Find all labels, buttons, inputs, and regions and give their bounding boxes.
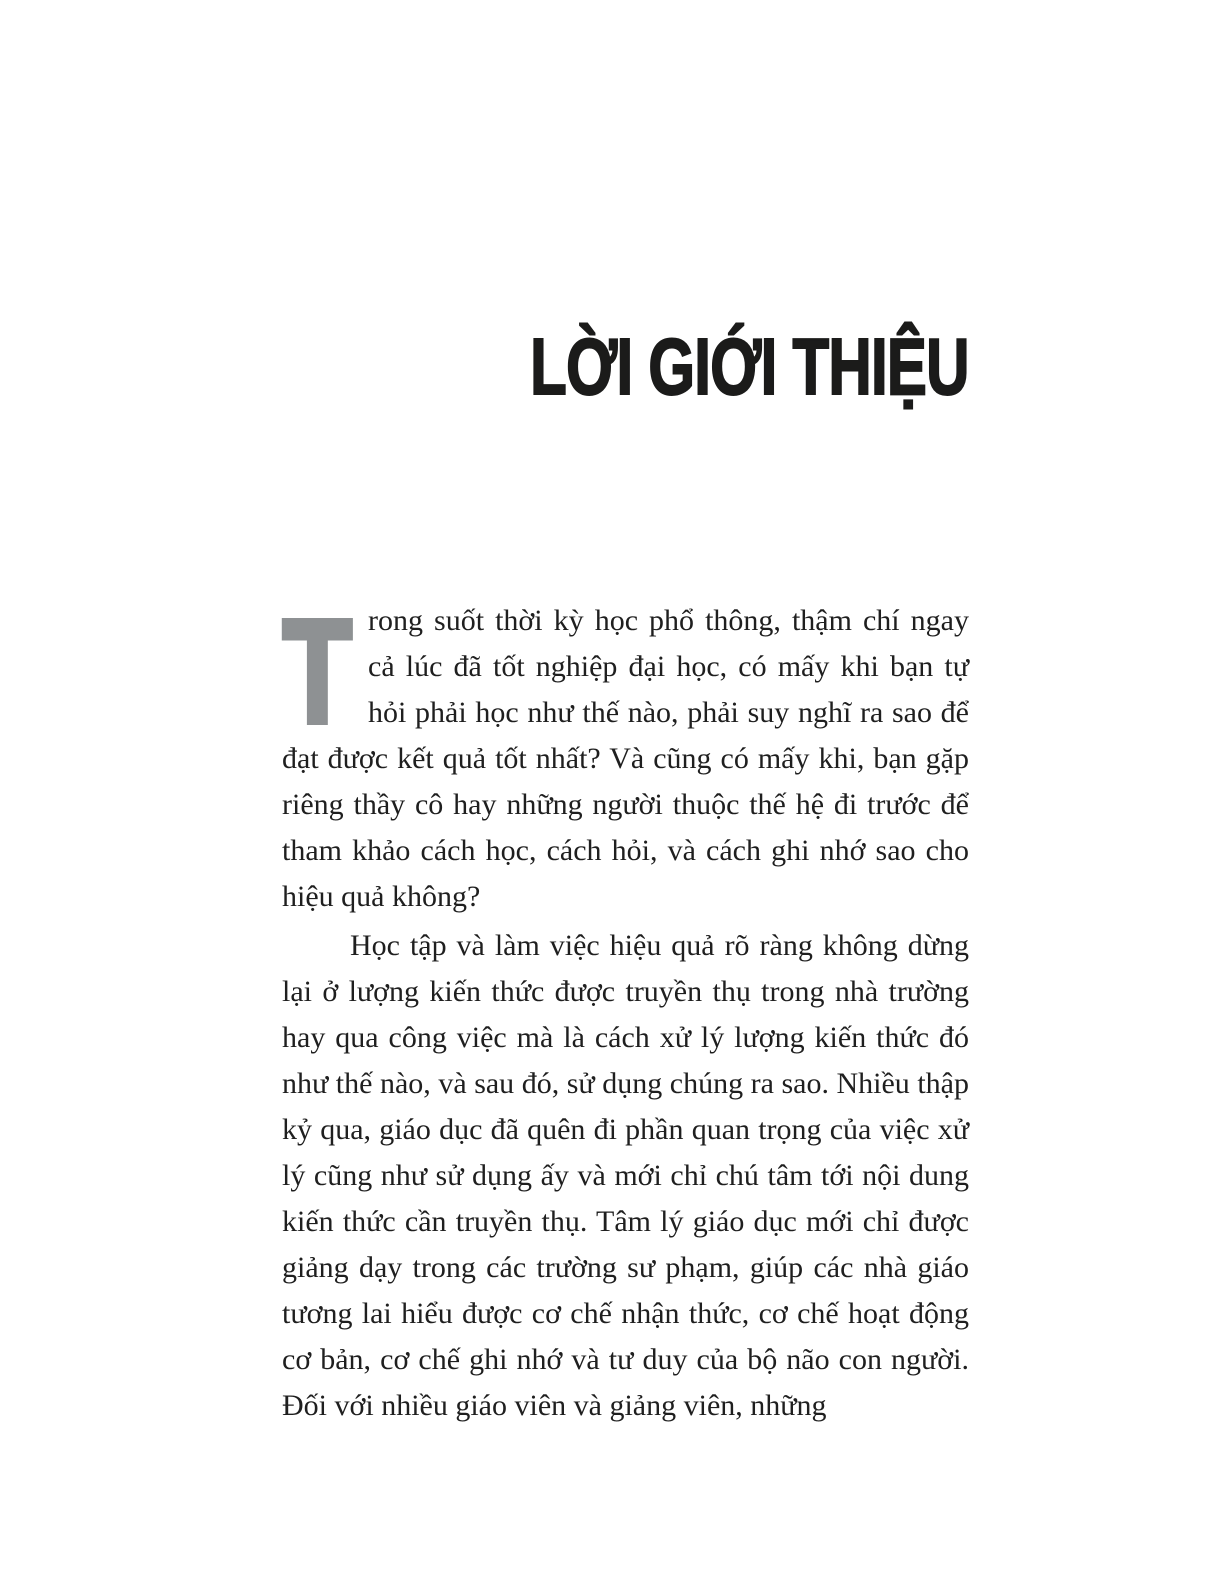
paragraph-1-text: rong suốt thời kỳ học phổ thông, thậm chí ngay cả lúc đã tốt nghiệp đại học, có mấy khi bạn tự hỏi phải học như thế nào, phải suy nghĩ ra sao để đạt được kết quả tốt nhất? Và cũng có mấy khi, bạn gặp riêng thầy cô hay những người thuộc thế hệ đi trước để tham khảo cách học, cách hỏi, và cách ghi nhớ sao cho hiệu quả không? [282,604,969,913]
paragraph-1 [282,590,969,920]
body-text-column [282,590,969,1429]
drop-cap [282,590,368,758]
chapter-title-text: LỜI GIỚI THIỆU [530,322,969,411]
paragraph-2 [282,923,969,1429]
paragraph-2-text: Học tập và làm việc hiệu quả rõ ràng không dừng lại ở lượng kiến thức được truyền thụ trong nhà trường hay qua công việc mà là cách xử lý lượng kiến thức đó như thế nào, và sau đó, sử dụng chúng ra sao. Nhiều thập kỷ qua, giáo dục đã quên đi phần quan trọng của việc xử lý cũng như sử dụng ấy và mới chỉ chú tâm tới nội dung kiến thức cần truyền thụ. Tâm lý giáo dục mới chỉ được giảng dạy trong các trường sư phạm, giúp các nhà giáo tương lai hiểu được cơ chế nhận thức, cơ chế hoạt động cơ bản, cơ chế ghi nhớ và tư duy của bộ não con người. Đối với nhiều giáo viên và giảng viên, những [282,929,969,1422]
chapter-title [384,322,969,411]
drop-cap-letter: T [282,590,353,758]
